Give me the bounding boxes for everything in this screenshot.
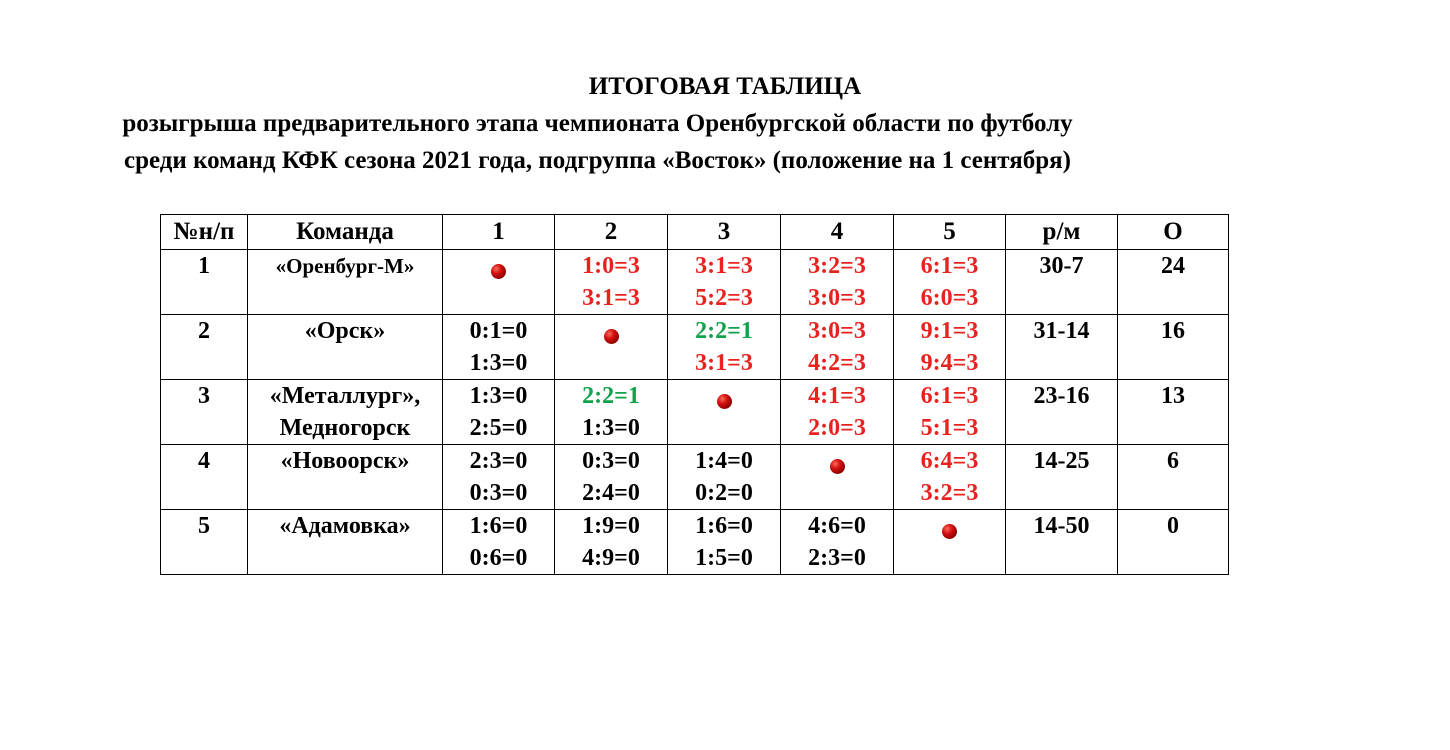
team-number: 4 [161,445,248,510]
match-result-first: 1:4=0 [695,448,753,474]
points: 0 [1118,510,1229,575]
match-cell [668,380,781,445]
match-cell [555,445,668,510]
team-name: «Новоорск» [280,448,410,474]
match-result-first: 2:3=0 [469,448,528,474]
match-result-second: 0:6=0 [469,545,528,571]
match-result-first: 1:6=0 [469,513,528,539]
match-cell [781,510,894,575]
match-result-second: 9:4=3 [920,350,979,376]
team-city: Медногорск [279,415,411,441]
goals-diff: 14-25 [1006,445,1118,510]
match-cell [894,510,1006,575]
points: 6 [1118,445,1229,510]
team-name: «Металлург», [269,383,421,409]
match-result-first: 1:6=0 [695,513,753,539]
match-result-first: 3:0=3 [808,318,866,344]
goals-diff: 14-50 [1006,510,1118,575]
header-team: Команда [248,215,443,250]
match-result-first: 3:1=3 [695,253,753,279]
match-result-second: 0:3=0 [469,480,528,506]
match-result-second: 3:0=3 [808,285,866,311]
table-row [161,510,1229,575]
match-result-first: 6:1=3 [920,383,979,409]
match-result-first: 9:1=3 [920,318,979,344]
team-cell [248,445,443,510]
match-result-first: 6:4=3 [920,448,979,474]
match-cell [555,510,668,575]
match-result-second: 3:1=3 [582,285,640,311]
team-number: 5 [161,510,248,575]
match-cell [894,380,1006,445]
match-cell [443,510,555,575]
points: 16 [1118,315,1229,380]
match-result-second: 2:5=0 [469,415,528,441]
team-name: «Оренбург-М» [275,254,415,278]
red-ball-icon [491,264,506,279]
red-ball-icon [942,524,957,539]
page-title: ИТОГОВАЯ ТАБЛИЦА [588,73,862,100]
team-name: «Адамовка» [279,513,411,539]
match-result-second: 0:2=0 [695,480,753,506]
table-row [161,445,1229,510]
match-result-second: 4:2=3 [808,350,866,376]
header-col-4: 4 [781,215,894,250]
match-result-first: 1:3=0 [469,383,528,409]
team-cell [248,380,443,445]
match-result-second: 2:0=3 [808,415,866,441]
match-result-first: 0:1=0 [469,318,528,344]
table-row [161,380,1229,445]
match-cell [781,315,894,380]
team-cell [248,315,443,380]
match-result-first: 3:2=3 [808,253,866,279]
match-result-second: 1:3=0 [582,415,640,441]
header-col-5: 5 [894,215,1006,250]
match-cell [443,445,555,510]
team-number: 3 [161,380,248,445]
match-cell [668,315,781,380]
match-result-first: 1:0=3 [582,253,640,279]
header-col-1: 1 [443,215,555,250]
match-result-first: 0:3=0 [582,448,640,474]
points: 13 [1118,380,1229,445]
header-goals: р/м [1006,215,1118,250]
match-result-second: 6:0=3 [920,285,979,311]
match-cell [668,445,781,510]
header-points: О [1118,215,1229,250]
team-name: «Орск» [304,318,386,344]
match-result-second: 2:4=0 [582,480,640,506]
match-result-second: 1:5=0 [695,545,753,571]
red-ball-icon [717,394,732,409]
match-cell [894,315,1006,380]
standings-body [161,250,1229,575]
match-result-second: 2:3=0 [808,545,866,571]
points: 24 [1118,250,1229,315]
match-cell [555,380,668,445]
header-col-3: 3 [668,215,781,250]
match-cell [443,315,555,380]
match-result-first: 1:9=0 [582,513,640,539]
match-result-first: 4:1=3 [808,383,866,409]
match-cell [668,510,781,575]
match-result-second: 5:1=3 [920,415,979,441]
goals-diff: 23-16 [1006,380,1118,445]
match-result-second: 1:3=0 [469,350,528,376]
match-cell [781,380,894,445]
goals-diff: 30-7 [1006,250,1118,315]
match-cell [668,250,781,315]
match-cell [443,380,555,445]
header-row [161,215,1229,250]
match-cell [781,445,894,510]
team-cell [248,250,443,315]
match-cell [443,250,555,315]
table-row [161,250,1229,315]
match-result-second: 3:1=3 [695,350,753,376]
team-number: 1 [161,250,248,315]
match-result-first: 2:2=1 [695,318,753,344]
match-cell [894,250,1006,315]
page-subtitle-line-1: розыгрыша предварительного этапа чемпионата Оренбургской области по футболу [122,110,1073,137]
header-col-2: 2 [555,215,668,250]
match-result-second: 4:9=0 [582,545,640,571]
match-result-first: 6:1=3 [920,253,979,279]
match-cell [555,250,668,315]
title-block [0,68,1450,179]
match-cell [894,445,1006,510]
team-number: 2 [161,315,248,380]
match-cell [555,315,668,380]
header-num: №н/п [161,215,248,250]
red-ball-icon [830,459,845,474]
match-cell [781,250,894,315]
match-result-first: 2:2=1 [582,383,640,409]
goals-diff: 31-14 [1006,315,1118,380]
match-result-second: 5:2=3 [695,285,753,311]
red-ball-icon [604,329,619,344]
match-result-second: 3:2=3 [920,480,979,506]
match-result-first: 4:6=0 [808,513,866,539]
team-cell [248,510,443,575]
page-subtitle-line-2: среди команд КФК сезона 2021 года, подгруппа «Восток» (положение на 1 сентября) [124,147,1071,174]
standings-table [160,214,1229,575]
table-row [161,315,1229,380]
